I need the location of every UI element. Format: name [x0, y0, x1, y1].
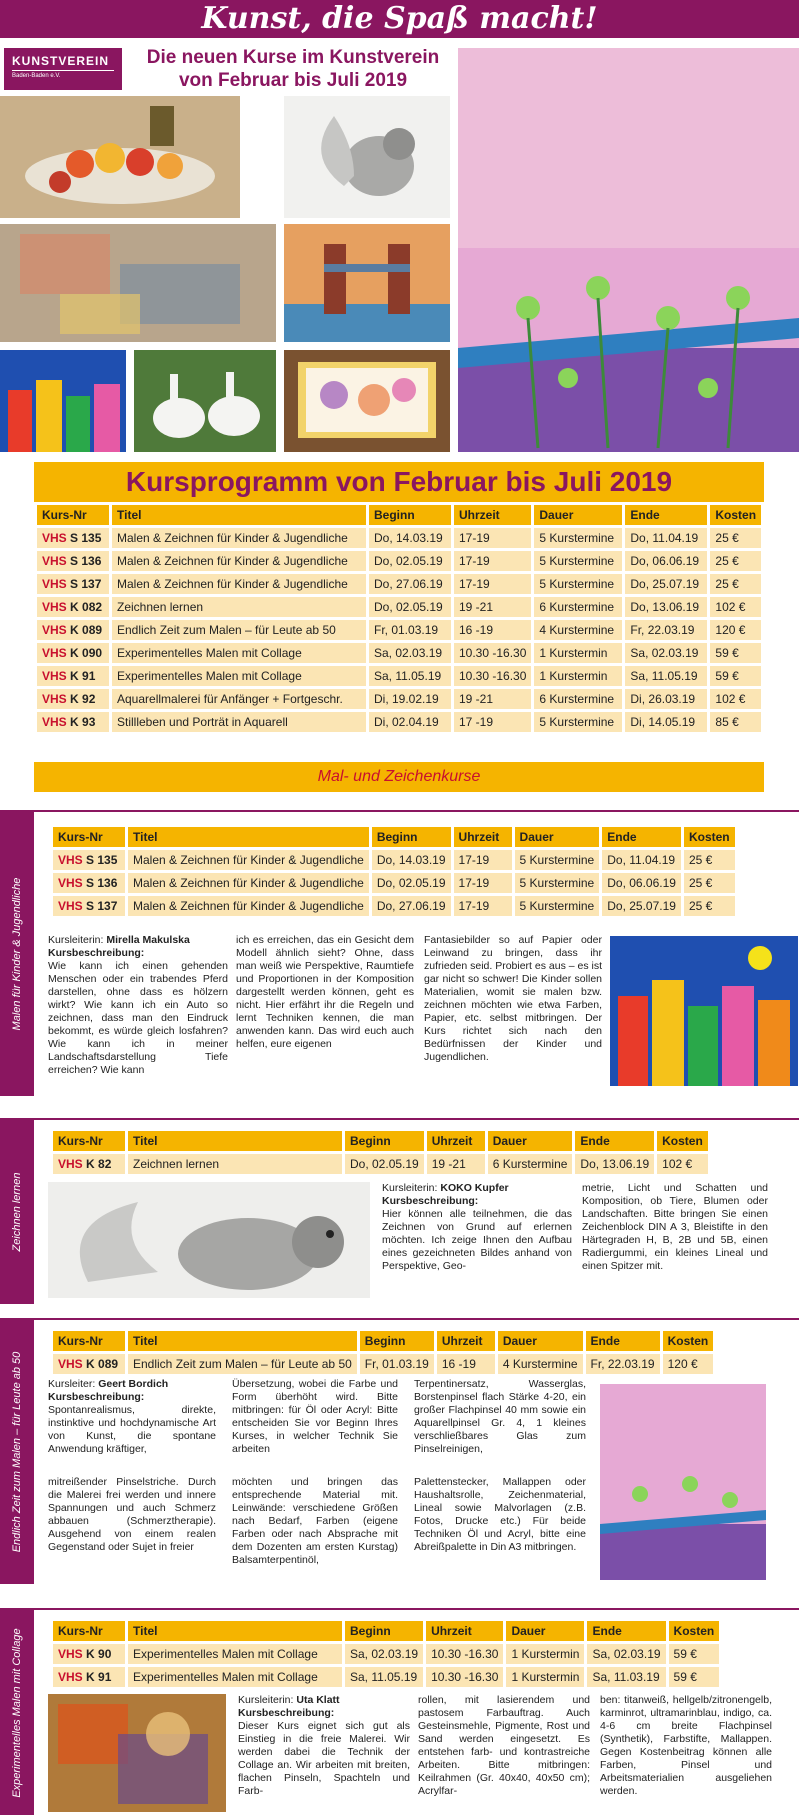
course-number: K 91: [86, 1670, 112, 1684]
table-header-row: [53, 1131, 708, 1151]
cell-dauer: 6 Kurstermine: [488, 1154, 573, 1174]
cell-dauer: 4 Kurstermine: [498, 1354, 583, 1374]
vhs-tag: VHS: [42, 600, 67, 614]
col-titel: Titel: [128, 1331, 357, 1351]
cell-uhrzeit: 19 -21: [427, 1154, 485, 1174]
col-titel: Titel: [128, 1131, 342, 1151]
cell-ende: Fr, 22.03.19: [586, 1354, 660, 1374]
table-row: [37, 643, 761, 663]
table-row: [37, 528, 761, 548]
col-kurs-nr: Kurs-Nr: [53, 1331, 125, 1351]
cell-uhrzeit: 19 -21: [454, 689, 531, 709]
course-number: K 089: [70, 623, 103, 637]
desc-text: rollen, mit lasierendem und pastosem Farbauftrag. Auch Gesteinsmehle, Pigmente, Rost und Sand werden eingesetzt. Es entstehen farb- und kontrastreiche Arbeiten. Bitte mitbringen: Keilrahmen (Gr. 40x40, 40x50 cm); Acrylfar-: [418, 1694, 590, 1797]
cell-uhrzeit: 17-19: [454, 873, 512, 893]
cell-uhrzeit: 10.30 -16.30: [454, 666, 531, 686]
section-text-col2: [236, 934, 414, 1051]
cell-ende: Di, 14.05.19: [625, 712, 707, 732]
col-kosten: Kosten: [657, 1131, 708, 1151]
cell-beginn: Do, 27.06.19: [372, 896, 451, 916]
vhs-tag: VHS: [42, 715, 67, 729]
cell-titel: Experimentelles Malen mit Collage: [128, 1667, 342, 1687]
cell-titel: Endlich Zeit zum Malen – für Leute ab 50: [112, 620, 366, 640]
col-kurs-nr: Kurs-Nr: [37, 505, 109, 525]
table-row: [37, 597, 761, 617]
desc-label: Kursbeschreibung:: [48, 1391, 145, 1403]
cell-dauer: 4 Kurstermine: [534, 620, 622, 640]
desc-label: Kursbeschreibung:: [238, 1707, 335, 1719]
cell-beginn: Do, 02.05.19: [369, 551, 451, 571]
cell-dauer: 5 Kurstermine: [534, 528, 622, 548]
table-row: [53, 1354, 713, 1374]
vhs-tag: VHS: [58, 853, 83, 867]
cell-dauer: 5 Kurstermine: [515, 850, 600, 870]
headline: Die neuen Kurse im Kunstverein von Februar bis Juli 2019: [146, 47, 440, 91]
section-table: [50, 1128, 711, 1177]
col-beginn: Beginn: [345, 1621, 423, 1641]
program-title: Kursprogramm von Februar bis Juli 2019: [34, 462, 764, 502]
desc-text: mitreißender Pinselstriche. Durch die Malerei frei werden und innere Spannungen und auch Schmerz abbauen (Schmerztherapie). Ausgehend von einem realen Gegenstand oder Sujet in freier: [48, 1476, 216, 1553]
section-text-col3b: [414, 1476, 586, 1554]
cell-titel: Malen & Zeichnen für Kinder & Jugendliche: [112, 551, 366, 571]
cell-ende: Do, 13.06.19: [575, 1154, 654, 1174]
table-row: [53, 1154, 708, 1174]
cell-ende: Do, 25.07.19: [602, 896, 681, 916]
cell-kurs-nr: [37, 597, 109, 617]
cell-beginn: Sa, 02.03.19: [369, 643, 451, 663]
section-text-col1: [238, 1694, 410, 1798]
cell-kosten: 102 €: [710, 597, 761, 617]
section-text-col3: [414, 1378, 586, 1456]
colorful-houses-painting: [0, 350, 126, 452]
cell-kurs-nr: [53, 1644, 125, 1664]
section-divider: [0, 1608, 799, 1610]
col-kosten: Kosten: [710, 505, 761, 525]
col-dauer: Dauer: [488, 1131, 573, 1151]
col-dauer: Dauer: [515, 827, 600, 847]
cell-titel: Malen & Zeichnen für Kinder & Jugendliche: [112, 574, 366, 594]
table-row: [37, 712, 761, 732]
cell-beginn: Do, 02.05.19: [369, 597, 451, 617]
course-number: K 082: [70, 600, 103, 614]
squirrel-drawing: [48, 1182, 370, 1298]
col-ende: Ende: [602, 827, 681, 847]
leader-label: Kursleiterin:: [238, 1694, 294, 1706]
desc-text: Palettenstecker, Mallappen oder Haushaltsrolle, Zeichenmaterial, Lineal sowie Malvorlagen (z.B. Fotos, Drucke etc.) Für beide Techniken Öl und Acryl, bitte eine Abreißpalette in Din A3 mitbringen.: [414, 1476, 586, 1553]
section-table: [50, 1618, 722, 1690]
table-row: [37, 551, 761, 571]
cell-kosten: 59 €: [710, 643, 761, 663]
desc-text: Terpentinersatz, Wasserglas, Borstenpinsel flach Stärke 4-20, ein großer Flachpinsel 40 mm sowie ein Aquarellpinsel Gr. 4, 1 kleines verschließbares Glas zum Pinselreinigen,: [414, 1378, 586, 1455]
section-side-label: [0, 1120, 34, 1304]
table-row: [37, 666, 761, 686]
course-number: K 82: [86, 1157, 112, 1171]
desc-text: Dieser Kurs eignet sich gut als Einstieg in die freie Malerei. Wir werden dabei die Technik der Collage an. Wir arbeiten mit breiten, flachen Pinseln, Spachteln und Farb-: [238, 1720, 410, 1797]
cell-kosten: 120 €: [710, 620, 761, 640]
cell-uhrzeit: 16 -19: [437, 1354, 495, 1374]
cell-dauer: 1 Kurstermin: [534, 666, 622, 686]
course-number: S 137: [70, 577, 102, 591]
side-label-text: Endlich Zeit zum Malen – für Leute ab 50: [11, 1351, 23, 1553]
side-label-text: Zeichnen lernen: [11, 1172, 23, 1252]
cell-kurs-nr: [53, 896, 125, 916]
vhs-tag: VHS: [42, 646, 67, 660]
cell-beginn: Sa, 02.03.19: [345, 1644, 423, 1664]
course-number: K 91: [70, 669, 96, 683]
logo-subtitle: Baden-Baden e.V.: [12, 73, 61, 79]
cell-uhrzeit: 17-19: [454, 528, 531, 548]
still-life-photo: [0, 96, 240, 218]
cell-kosten: 102 €: [710, 689, 761, 709]
cell-kurs-nr: [37, 551, 109, 571]
flower-painting-large: [458, 48, 799, 452]
course-number: S 135: [86, 853, 118, 867]
cell-ende: Sa, 02.03.19: [625, 643, 707, 663]
section-side-label: [0, 812, 34, 1096]
kunstverein-logo: [4, 48, 122, 90]
desc-text: Wie kann ich einen gehenden Menschen oder ein trabendes Pferd darstellen, ohne dass es hölzern wirkt? Wie kann ich ein Auto so zeichnen, dass man den Eindruck bekommt, es würde gleich losfahren? Wie kann ich in meiner Landschaftsdarstellung Tiefe erreichen? Wie kann: [48, 960, 228, 1076]
col-beginn: Beginn: [369, 505, 451, 525]
cell-dauer: 1 Kurstermin: [506, 1667, 584, 1687]
cell-titel: Endlich Zeit zum Malen – für Leute ab 50: [128, 1354, 357, 1374]
cell-dauer: 5 Kurstermine: [534, 712, 622, 732]
vhs-tag: VHS: [58, 1670, 83, 1684]
cell-dauer: 6 Kurstermine: [534, 689, 622, 709]
section-text-col2: [582, 1182, 768, 1273]
table-row: [37, 574, 761, 594]
col-uhrzeit: Uhrzeit: [454, 505, 531, 525]
cell-beginn: Do, 27.06.19: [369, 574, 451, 594]
course-number: S 137: [86, 899, 118, 913]
vhs-tag: VHS: [58, 1357, 83, 1371]
section-divider: [0, 810, 799, 812]
cell-ende: Fr, 22.03.19: [625, 620, 707, 640]
cell-ende: Do, 06.06.19: [602, 873, 681, 893]
vhs-tag: VHS: [42, 577, 67, 591]
desc-text: möchten und bringen das entsprechende Material mit. Leinwände: verschiedene Größen nach Bedarf, Farben (eigene Farben oder nach Absprache mit dem Dozenten am ersten Kurstag) Balsamterpentinöl,: [232, 1476, 398, 1566]
cell-titel: Zeichnen lernen: [128, 1154, 342, 1174]
col-ende: Ende: [625, 505, 707, 525]
cell-kosten: 120 €: [663, 1354, 714, 1374]
cell-titel: Zeichnen lernen: [112, 597, 366, 617]
table-row: [37, 620, 761, 640]
col-ende: Ende: [575, 1131, 654, 1151]
cell-beginn: Do, 02.05.19: [345, 1154, 424, 1174]
cell-beginn: Sa, 11.05.19: [345, 1667, 423, 1687]
table-header-row: [53, 1331, 713, 1351]
cell-kurs-nr: [53, 850, 125, 870]
col-uhrzeit: Uhrzeit: [437, 1331, 495, 1351]
vhs-tag: VHS: [42, 623, 67, 637]
leader-label: Kursleiterin:: [48, 934, 104, 946]
col-kosten: Kosten: [663, 1331, 714, 1351]
leader-name: Geert Bordich: [98, 1378, 169, 1390]
cell-uhrzeit: 17-19: [454, 850, 512, 870]
cell-ende: Do, 13.06.19: [625, 597, 707, 617]
cell-dauer: 5 Kurstermine: [515, 896, 600, 916]
table-header-row: [53, 1621, 719, 1641]
desc-text: Spontanrealismus, direkte, instinktive und hochdynamische Art von Kunst, die spontane Anwendung kräftiger,: [48, 1404, 216, 1455]
cell-beginn: Sa, 11.05.19: [369, 666, 451, 686]
cell-kurs-nr: [53, 873, 125, 893]
cell-titel: Aquarellmalerei für Anfänger + Fortgeschr.: [112, 689, 366, 709]
section-side-label: [0, 1320, 34, 1584]
col-uhrzeit: Uhrzeit: [427, 1131, 485, 1151]
course-number: K 92: [70, 692, 96, 706]
table-row: [53, 873, 735, 893]
col-dauer: Dauer: [498, 1331, 583, 1351]
cell-titel: Malen & Zeichnen für Kinder & Jugendliche: [128, 896, 369, 916]
cell-ende: Sa, 11.03.19: [587, 1667, 665, 1687]
table-header-row: [37, 505, 761, 525]
col-kurs-nr: Kurs-Nr: [53, 1621, 125, 1641]
table-row: [53, 1667, 719, 1687]
side-label-text: Experimentelles Malen mit Collage: [11, 1627, 23, 1798]
course-number: K 090: [70, 646, 103, 660]
cell-ende: Do, 11.04.19: [602, 850, 681, 870]
section-text-col2: [232, 1378, 398, 1456]
course-number: S 136: [70, 554, 102, 568]
col-kurs-nr: Kurs-Nr: [53, 827, 125, 847]
subheading: Mal- und Zeichenkurse: [34, 762, 764, 792]
cell-ende: Do, 06.06.19: [625, 551, 707, 571]
cell-uhrzeit: 17 -19: [454, 712, 531, 732]
cell-titel: Experimentelles Malen mit Collage: [112, 666, 366, 686]
cell-titel: Malen & Zeichnen für Kinder & Jugendliche: [128, 850, 369, 870]
cell-kosten: 59 €: [669, 1644, 720, 1664]
col-dauer: Dauer: [534, 505, 622, 525]
section-text-col3: [424, 934, 602, 1064]
leader-label: Kursleiter:: [48, 1378, 96, 1390]
course-number: K 90: [86, 1647, 112, 1661]
vhs-tag: VHS: [58, 899, 83, 913]
col-beginn: Beginn: [372, 827, 451, 847]
table-header-row: [53, 827, 735, 847]
cell-kosten: 25 €: [684, 850, 735, 870]
cell-titel: Stillleben und Porträt in Aquarell: [112, 712, 366, 732]
cell-beginn: Do, 14.03.19: [372, 850, 451, 870]
cell-ende: Do, 25.07.19: [625, 574, 707, 594]
cell-dauer: 5 Kurstermine: [534, 551, 622, 571]
section-side-label: [0, 1610, 34, 1815]
logo-title: KUNSTVEREIN: [12, 54, 114, 71]
vhs-tag: VHS: [58, 876, 83, 890]
tower-bridge-painting: [284, 224, 450, 342]
table-row: [53, 896, 735, 916]
cell-kosten: 59 €: [710, 666, 761, 686]
desc-text: ben: titanweiß, hellgelb/zitronengelb, karminrot, ultramarinblau, indigo, ca. 4-6 cm breite Flachpinsel (Synthetik), Farbstifte, Mallappen. Gegen Kostenbeitrag können alle Farben, Pinsel und Arbeitsmaterialien ausgeliehen werden.: [600, 1694, 772, 1797]
cell-beginn: Fr, 01.03.19: [360, 1354, 434, 1374]
cell-kosten: 25 €: [684, 896, 735, 916]
watercolor-palette-photo: [284, 350, 450, 452]
cell-uhrzeit: 16 -19: [454, 620, 531, 640]
desc-text: Hier können alle teilnehmen, die das Zeichnen von Grund auf erlernen möchten. Ich zeige Ihnen den Aufbau eines gezeichneten Bildes anhand von Perspektive, Geo-: [382, 1208, 572, 1272]
col-ende: Ende: [586, 1331, 660, 1351]
col-titel: Titel: [128, 1621, 342, 1641]
cell-uhrzeit: 10.30 -16.30: [426, 1667, 503, 1687]
section-text-col1: [48, 934, 228, 1077]
cell-titel: Malen & Zeichnen für Kinder & Jugendliche: [112, 528, 366, 548]
course-number: S 135: [70, 531, 102, 545]
cell-uhrzeit: 10.30 -16.30: [454, 643, 531, 663]
cell-kurs-nr: [37, 574, 109, 594]
vhs-tag: VHS: [42, 531, 67, 545]
cell-titel: Experimentelles Malen mit Collage: [128, 1644, 342, 1664]
cell-uhrzeit: 17-19: [454, 896, 512, 916]
cell-kurs-nr: [37, 528, 109, 548]
cell-kurs-nr: [37, 643, 109, 663]
cell-beginn: Di, 19.02.19: [369, 689, 451, 709]
section-table: [50, 1328, 716, 1377]
cell-uhrzeit: 19 -21: [454, 597, 531, 617]
geese-photo: [134, 350, 276, 452]
cell-kosten: 85 €: [710, 712, 761, 732]
leader-label: Kursleiterin:: [382, 1182, 438, 1194]
cell-kosten: 25 €: [710, 574, 761, 594]
cell-kosten: 59 €: [669, 1667, 720, 1687]
cell-beginn: Do, 14.03.19: [369, 528, 451, 548]
section-text-col3: [600, 1694, 772, 1798]
leader-name: Uta Klatt: [296, 1694, 340, 1706]
cell-dauer: 5 Kurstermine: [534, 574, 622, 594]
cell-ende: Sa, 11.05.19: [625, 666, 707, 686]
section-divider: [0, 1318, 799, 1320]
section-text-col1: [48, 1378, 216, 1456]
col-kurs-nr: Kurs-Nr: [53, 1131, 125, 1151]
cell-kurs-nr: [53, 1154, 125, 1174]
col-beginn: Beginn: [345, 1131, 424, 1151]
cell-dauer: 1 Kurstermin: [506, 1644, 584, 1664]
course-number: S 136: [86, 876, 118, 890]
col-titel: Titel: [112, 505, 366, 525]
cell-kurs-nr: [53, 1354, 125, 1374]
cell-kosten: 25 €: [684, 873, 735, 893]
cell-dauer: 1 Kurstermin: [534, 643, 622, 663]
col-kosten: Kosten: [684, 827, 735, 847]
col-ende: Ende: [587, 1621, 665, 1641]
cell-uhrzeit: 17-19: [454, 551, 531, 571]
cell-titel: Malen & Zeichnen für Kinder & Jugendliche: [128, 873, 369, 893]
collage-painting-photo: [48, 1694, 226, 1812]
section-text-col1b: [48, 1476, 216, 1554]
cell-kurs-nr: [37, 689, 109, 709]
section-table: [50, 824, 738, 919]
cell-beginn: Di, 02.04.19: [369, 712, 451, 732]
squirrel-sketch-photo: [284, 96, 450, 218]
cell-beginn: Fr, 01.03.19: [369, 620, 451, 640]
desc-label: Kursbeschreibung:: [48, 947, 145, 959]
flower-painting-small: [600, 1384, 766, 1580]
section-text-col2b: [232, 1476, 398, 1567]
vhs-tag: VHS: [42, 554, 67, 568]
leader-name: Mirella Makulska: [106, 934, 190, 946]
course-number: K 93: [70, 715, 96, 729]
col-titel: Titel: [128, 827, 369, 847]
cell-dauer: 5 Kurstermine: [515, 873, 600, 893]
course-number: K 089: [86, 1357, 119, 1371]
cell-ende: Di, 26.03.19: [625, 689, 707, 709]
kids-painting-photo: [610, 936, 798, 1086]
abstract-painting-photo: [0, 224, 276, 342]
vhs-tag: VHS: [42, 669, 67, 683]
col-dauer: Dauer: [506, 1621, 584, 1641]
table-row: [53, 1644, 719, 1664]
section-divider: [0, 1118, 799, 1120]
cell-kosten: 102 €: [657, 1154, 708, 1174]
section-text-col1: [382, 1182, 572, 1273]
leader-name: KOKO Kupfer: [440, 1182, 509, 1194]
desc-text: Übersetzung, wobei die Farbe und Form überhöht wird. Bitte mitbringen: für Öl oder Acryl: Bitte entscheiden Sie vor Beginn Ihres Kurses, in welcher Technik Sie arbeiten: [232, 1378, 398, 1455]
desc-text: Fantasiebilder so auf Papier oder Leinwand zu bringen, dass ihr zufrieden seid. Probiert es aus – es ist gar nicht so schwer! Die Kinder sollen Materialien, womit sie malen bzw. zeichnen möchten wie etwa Farben, Papier, etc. selbst mitbringen. Der Kurs richtet sich nach den Bedürfnissen der Kinder und Jugendlichen.: [424, 934, 603, 1063]
side-label-text: Malen für Kinder & Jugendliche: [11, 877, 23, 1031]
course-table: [34, 502, 764, 735]
col-uhrzeit: Uhrzeit: [426, 1621, 503, 1641]
cell-beginn: Do, 02.05.19: [372, 873, 451, 893]
col-beginn: Beginn: [360, 1331, 434, 1351]
vhs-tag: VHS: [58, 1157, 83, 1171]
desc-text: metrie, Licht und Schatten und Komposition, ob Tiere, Blumen oder Landschaften. Bitte bringen Sie einen Zeichenblock DIN A 3, Bleistifte in den Härtegraden H, B, 2B und 5B, einen Radiergummi, ein kleines Lineal und einen Spitzer mit.: [582, 1182, 768, 1272]
section-text-col2: [418, 1694, 590, 1798]
cell-ende: Sa, 02.03.19: [587, 1644, 665, 1664]
desc-text: ich es erreichen, das ein Gesicht dem Modell ähnlich sieht? Ohne, dass man weiß wie Perspektive, Raumtiefe und Proportionen in der Komposition dargestellt werden können, geht es nicht. Hier erfährt ihr die Regeln und lernt Techniken kennen, die man anwenden kann. Das wird euch auch helfen, eure eigenen: [236, 934, 414, 1050]
page-banner: Kunst, die Spaß macht!: [0, 0, 799, 38]
cell-kurs-nr: [53, 1667, 125, 1687]
cell-kurs-nr: [37, 712, 109, 732]
cell-kurs-nr: [37, 666, 109, 686]
col-uhrzeit: Uhrzeit: [454, 827, 512, 847]
vhs-tag: VHS: [42, 692, 67, 706]
desc-label: Kursbeschreibung:: [382, 1195, 479, 1207]
cell-ende: Do, 11.04.19: [625, 528, 707, 548]
cell-titel: Experimentelles Malen mit Collage: [112, 643, 366, 663]
cell-uhrzeit: 17-19: [454, 574, 531, 594]
cell-kosten: 25 €: [710, 551, 761, 571]
cell-dauer: 6 Kurstermine: [534, 597, 622, 617]
col-kosten: Kosten: [669, 1621, 720, 1641]
cell-uhrzeit: 10.30 -16.30: [426, 1644, 503, 1664]
table-row: [37, 689, 761, 709]
cell-kurs-nr: [37, 620, 109, 640]
vhs-tag: VHS: [58, 1647, 83, 1661]
table-row: [53, 850, 735, 870]
cell-kosten: 25 €: [710, 528, 761, 548]
